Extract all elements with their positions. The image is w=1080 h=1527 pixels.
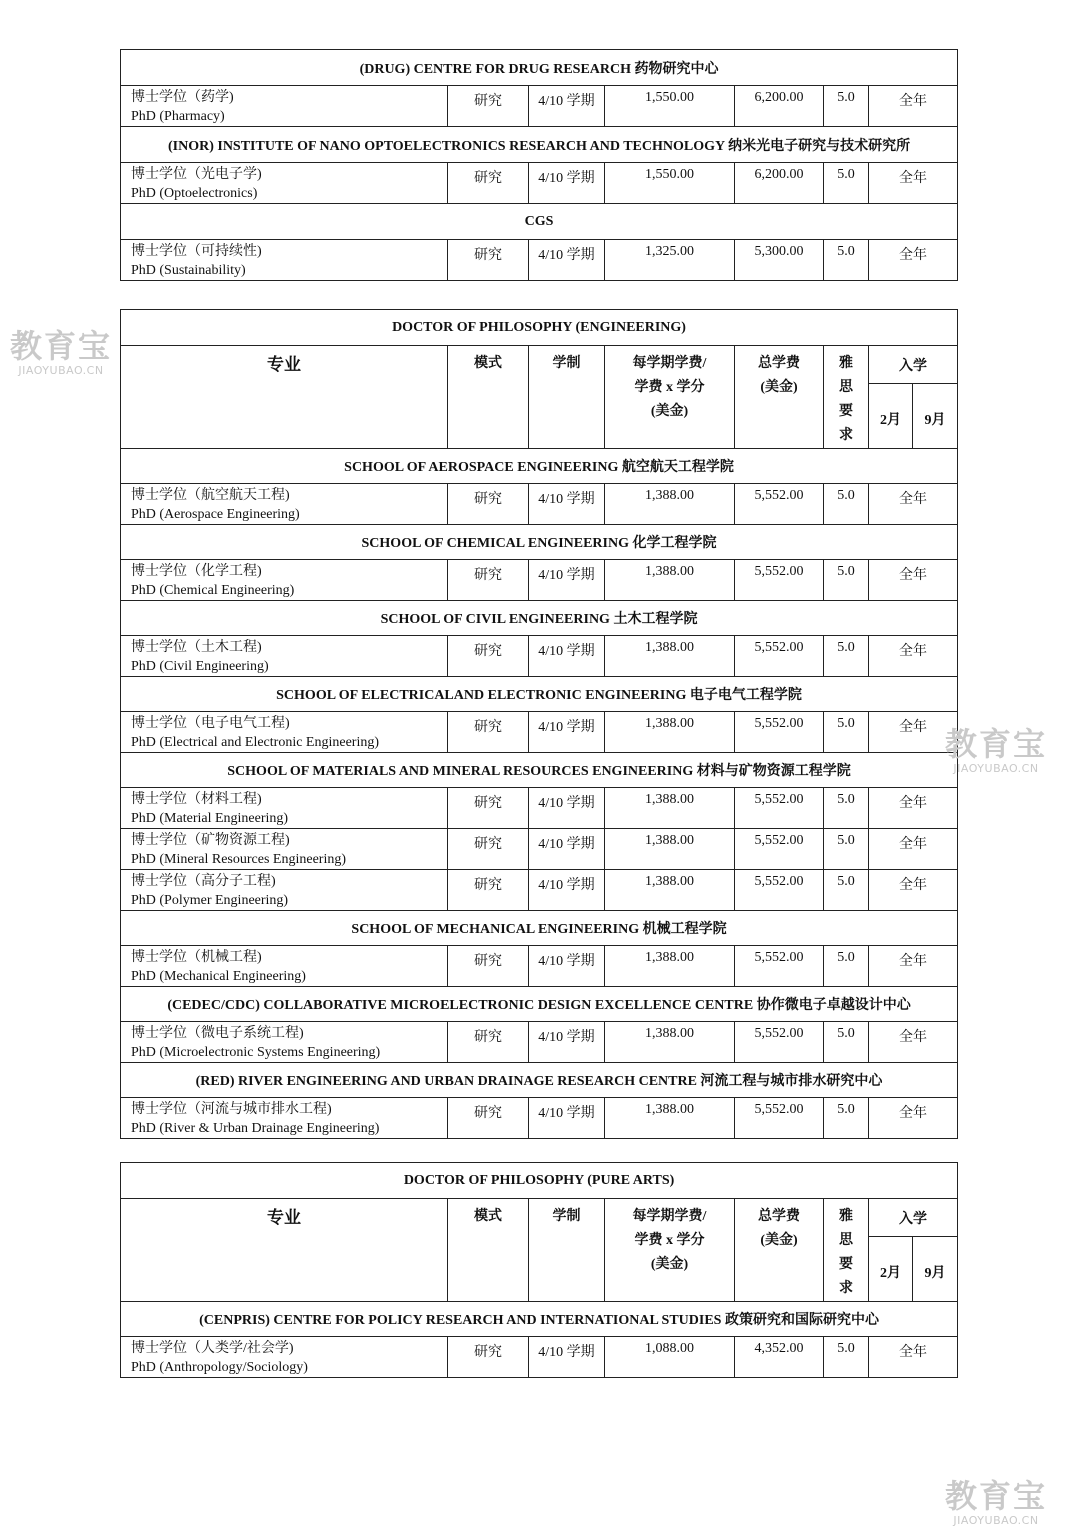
- header-feb: 2月: [869, 384, 913, 449]
- program-mode: 研究: [448, 484, 529, 525]
- program-duration: 4/10 学期: [529, 1337, 605, 1378]
- program-mode: 研究: [448, 1337, 529, 1378]
- program-name: [121, 560, 448, 601]
- program-intake: 全年: [869, 829, 958, 870]
- header-ielts-char: 要: [839, 404, 853, 419]
- section-header: [121, 204, 958, 240]
- table-title-title: DOCTOR OF PHILOSOPHY (PURE ARTS): [121, 1163, 958, 1199]
- program-name-en: PhD (Pharmacy): [131, 109, 225, 124]
- program-duration: 4/10 学期: [529, 560, 605, 601]
- program-total-fee: 5,552.00: [735, 712, 824, 753]
- section-header-title: SCHOOL OF CHEMICAL ENGINEERING 化学工程学院: [121, 525, 958, 560]
- program-total-fee: 5,552.00: [735, 870, 824, 911]
- program-intake: 全年: [869, 870, 958, 911]
- program-duration: 4/10 学期: [529, 86, 605, 127]
- program-fee-per-semester: 1,388.00: [605, 829, 735, 870]
- program-mode: 研究: [448, 636, 529, 677]
- section-header: [121, 1302, 958, 1337]
- fee-table-research-centres: [120, 49, 958, 281]
- header-per-semester-line: (美金): [650, 1257, 689, 1272]
- program-intake: 全年: [869, 240, 958, 281]
- program-mode: 研究: [448, 163, 529, 204]
- header-ielts-char: 思: [839, 1233, 853, 1248]
- program-ielts: 5.0: [824, 712, 869, 753]
- program-row: [121, 636, 958, 677]
- program-total-fee: 5,552.00: [735, 636, 824, 677]
- program-duration: 4/10 学期: [529, 788, 605, 829]
- watermark-domain: JIAOYUBAO.CN: [953, 1514, 1039, 1527]
- program-intake: 全年: [869, 1022, 958, 1063]
- program-name-cn: 博士学位（药学): [131, 90, 234, 105]
- section-header: [121, 987, 958, 1022]
- program-name: [121, 1098, 448, 1139]
- program-row: [121, 240, 958, 281]
- table-title: [121, 1163, 958, 1199]
- program-ielts: 5.0: [824, 86, 869, 127]
- program-duration: 4/10 学期: [529, 163, 605, 204]
- header-row: [121, 346, 958, 384]
- header-major: 专业: [121, 1199, 448, 1302]
- program-fee-per-semester: 1,088.00: [605, 1337, 735, 1378]
- header-duration: 学制: [529, 1199, 605, 1302]
- program-fee-per-semester: 1,325.00: [605, 240, 735, 281]
- program-total-fee: 4,352.00: [735, 1337, 824, 1378]
- program-intake: 全年: [869, 712, 958, 753]
- program-fee-per-semester: 1,550.00: [605, 86, 735, 127]
- section-header: [121, 601, 958, 636]
- program-total-fee: 5,552.00: [735, 829, 824, 870]
- program-ielts: 5.0: [824, 870, 869, 911]
- program-name-en: PhD (Anthropology/Sociology): [131, 1360, 308, 1375]
- program-intake: 全年: [869, 560, 958, 601]
- program-intake: 全年: [869, 163, 958, 204]
- fee-table-engineering: [120, 309, 958, 1139]
- program-intake: 全年: [869, 946, 958, 987]
- program-mode: 研究: [448, 1098, 529, 1139]
- section-header: [121, 449, 958, 484]
- header-mode: 模式: [448, 346, 529, 449]
- program-total-fee: 6,200.00: [735, 163, 824, 204]
- program-total-fee: 5,552.00: [735, 788, 824, 829]
- program-name-en: PhD (River & Urban Drainage Engineering): [131, 1121, 380, 1136]
- program-name-cn: 博士学位（材料工程): [131, 792, 262, 807]
- program-duration: 4/10 学期: [529, 240, 605, 281]
- section-header: [121, 753, 958, 788]
- program-row: [121, 1098, 958, 1139]
- header-per-semester: [605, 1199, 735, 1302]
- header-duration: 学制: [529, 346, 605, 449]
- header-total: [735, 1199, 824, 1302]
- program-fee-per-semester: 1,388.00: [605, 560, 735, 601]
- header-per-semester: [605, 346, 735, 449]
- header-per-semester-line: 每学期学费/: [632, 356, 707, 371]
- watermark-domain: JIAOYUBAO.CN: [18, 364, 104, 377]
- program-fee-per-semester: 1,388.00: [605, 946, 735, 987]
- program-row: [121, 560, 958, 601]
- program-name: [121, 788, 448, 829]
- program-ielts: 5.0: [824, 1337, 869, 1378]
- section-header: [121, 127, 958, 163]
- program-name-en: PhD (Optoelectronics): [131, 186, 258, 201]
- header-row: [121, 1199, 958, 1237]
- program-mode: 研究: [448, 788, 529, 829]
- header-ielts: [824, 346, 869, 449]
- program-mode: 研究: [448, 946, 529, 987]
- header-total-line: (美金): [760, 380, 798, 395]
- program-intake: 全年: [869, 788, 958, 829]
- program-name: [121, 163, 448, 204]
- program-name-cn: 博士学位（人类学/社会学): [131, 1341, 294, 1356]
- header-ielts-char: 雅: [839, 1209, 853, 1224]
- program-row: [121, 946, 958, 987]
- program-fee-per-semester: 1,388.00: [605, 484, 735, 525]
- program-ielts: 5.0: [824, 163, 869, 204]
- program-duration: 4/10 学期: [529, 946, 605, 987]
- program-duration: 4/10 学期: [529, 484, 605, 525]
- watermark-logo: [945, 1477, 1048, 1527]
- program-mode: 研究: [448, 712, 529, 753]
- section-header: [121, 525, 958, 560]
- section-header: [121, 50, 958, 86]
- program-mode: 研究: [448, 1022, 529, 1063]
- header-sep: 9月: [913, 1237, 958, 1302]
- program-duration: 4/10 学期: [529, 1022, 605, 1063]
- header-intake: 入学: [869, 1199, 958, 1237]
- program-intake: 全年: [869, 636, 958, 677]
- program-row: [121, 712, 958, 753]
- program-duration: 4/10 学期: [529, 829, 605, 870]
- program-name-en: PhD (Polymer Engineering): [131, 893, 289, 908]
- header-ielts-char: 求: [839, 428, 853, 443]
- program-name-cn: 博士学位（河流与城市排水工程): [131, 1102, 332, 1117]
- program-fee-per-semester: 1,550.00: [605, 163, 735, 204]
- program-ielts: 5.0: [824, 636, 869, 677]
- program-name-cn: 博士学位（矿物资源工程): [131, 833, 290, 848]
- header-ielts-char: 求: [839, 1281, 853, 1296]
- program-intake: 全年: [869, 1098, 958, 1139]
- header-total-line: 总学费: [758, 356, 800, 371]
- header-total-line: 总学费: [758, 1209, 800, 1224]
- header-major: 专业: [121, 346, 448, 449]
- program-mode: 研究: [448, 86, 529, 127]
- section-header-title: SCHOOL OF CIVIL ENGINEERING 土木工程学院: [121, 601, 958, 636]
- section-header-title: SCHOOL OF MECHANICAL ENGINEERING 机械工程学院: [121, 911, 958, 946]
- program-intake: 全年: [869, 484, 958, 525]
- program-row: [121, 870, 958, 911]
- program-ielts: 5.0: [824, 1098, 869, 1139]
- program-name-en: PhD (Microelectronic Systems Engineering): [131, 1045, 381, 1060]
- program-total-fee: 5,552.00: [735, 1098, 824, 1139]
- program-total-fee: 6,200.00: [735, 86, 824, 127]
- section-header-title: (RED) RIVER ENGINEERING AND URBAN DRAINAGE RESEARCH CENTRE 河流工程与城市排水研究中心: [121, 1063, 958, 1098]
- program-total-fee: 5,552.00: [735, 946, 824, 987]
- header-per-semester-line: 学费 x 学分: [634, 1233, 705, 1248]
- program-name-en: PhD (Civil Engineering): [131, 659, 269, 674]
- section-header-title: (INOR) INSTITUTE OF NANO OPTOELECTRONICS RESEARCH AND TECHNOLOGY 纳米光电子研究与技术研究所: [121, 127, 958, 163]
- table-title: [121, 310, 958, 346]
- program-duration: 4/10 学期: [529, 712, 605, 753]
- fee-table-pure-arts: [120, 1162, 958, 1378]
- program-name-cn: 博士学位（航空航天工程): [131, 488, 290, 503]
- section-header: [121, 677, 958, 712]
- header-intake: 入学: [869, 346, 958, 384]
- section-header-title: SCHOOL OF ELECTRICALAND ELECTRONIC ENGINEERING 电子电气工程学院: [121, 677, 958, 712]
- program-total-fee: 5,552.00: [735, 484, 824, 525]
- watermark-text: 教育宝: [945, 1477, 1048, 1515]
- table-title-title: DOCTOR OF PHILOSOPHY (ENGINEERING): [121, 310, 958, 346]
- program-row: [121, 484, 958, 525]
- program-name-cn: 博士学位（高分子工程): [131, 874, 276, 889]
- program-fee-per-semester: 1,388.00: [605, 870, 735, 911]
- program-ielts: 5.0: [824, 788, 869, 829]
- program-name: [121, 1337, 448, 1378]
- program-ielts: 5.0: [824, 560, 869, 601]
- program-name: [121, 829, 448, 870]
- program-fee-per-semester: 1,388.00: [605, 1022, 735, 1063]
- program-fee-per-semester: 1,388.00: [605, 636, 735, 677]
- header-feb: 2月: [869, 1237, 913, 1302]
- program-ielts: 5.0: [824, 946, 869, 987]
- section-header-title: SCHOOL OF AEROSPACE ENGINEERING 航空航天工程学院: [121, 449, 958, 484]
- program-row: [121, 788, 958, 829]
- program-duration: 4/10 学期: [529, 870, 605, 911]
- header-ielts-char: 思: [839, 380, 853, 395]
- program-ielts: 5.0: [824, 240, 869, 281]
- header-total: [735, 346, 824, 449]
- program-row: [121, 829, 958, 870]
- program-mode: 研究: [448, 829, 529, 870]
- watermark-logo: [10, 327, 113, 377]
- header-per-semester-line: 每学期学费/: [632, 1209, 707, 1224]
- program-name-en: PhD (Material Engineering): [131, 811, 289, 826]
- section-header: [121, 911, 958, 946]
- section-header-title: (CEDEC/CDC) COLLABORATIVE MICROELECTRONIC DESIGN EXCELLENCE CENTRE 协作微电子卓越设计中心: [121, 987, 958, 1022]
- header-ielts-char: 要: [839, 1257, 853, 1272]
- program-name-cn: 博士学位（光电子学): [131, 167, 262, 182]
- program-name-en: PhD (Aerospace Engineering): [131, 507, 300, 522]
- program-fee-per-semester: 1,388.00: [605, 712, 735, 753]
- program-name: [121, 946, 448, 987]
- watermark-logo: [945, 725, 1048, 775]
- section-header-title: SCHOOL OF MATERIALS AND MINERAL RESOURCES ENGINEERING 材料与矿物资源工程学院: [121, 753, 958, 788]
- program-total-fee: 5,552.00: [735, 560, 824, 601]
- program-name-cn: 博士学位（土木工程): [131, 640, 262, 655]
- program-name: [121, 1022, 448, 1063]
- program-name: [121, 712, 448, 753]
- section-header-title: CGS: [121, 204, 958, 240]
- watermark-text: 教育宝: [10, 327, 113, 365]
- section-header: [121, 1063, 958, 1098]
- program-intake: 全年: [869, 86, 958, 127]
- program-fee-per-semester: 1,388.00: [605, 788, 735, 829]
- section-header-title: (DRUG) CENTRE FOR DRUG RESEARCH 药物研究中心: [121, 50, 958, 86]
- section-header-title: (CENPRIS) CENTRE FOR POLICY RESEARCH AND INTERNATIONAL STUDIES 政策研究和国际研究中心: [121, 1302, 958, 1337]
- program-name: [121, 484, 448, 525]
- program-name-en: PhD (Chemical Engineering): [131, 583, 295, 598]
- program-mode: 研究: [448, 560, 529, 601]
- header-total-line: (美金): [760, 1233, 798, 1248]
- program-ielts: 5.0: [824, 829, 869, 870]
- program-ielts: 5.0: [824, 1022, 869, 1063]
- program-name-cn: 博士学位（可持续性): [131, 244, 262, 259]
- header-per-semester-line: 学费 x 学分: [634, 380, 705, 395]
- program-name: [121, 240, 448, 281]
- program-row: [121, 86, 958, 127]
- program-name: [121, 870, 448, 911]
- program-name-en: PhD (Electrical and Electronic Engineering): [131, 735, 380, 750]
- watermark-text: 教育宝: [945, 725, 1048, 763]
- header-ielts-char: 雅: [839, 356, 853, 371]
- header-per-semester-line: (美金): [650, 404, 689, 419]
- header-ielts: [824, 1199, 869, 1302]
- program-name-cn: 博士学位（电子电气工程): [131, 716, 290, 731]
- program-ielts: 5.0: [824, 484, 869, 525]
- program-row: [121, 1337, 958, 1378]
- program-total-fee: 5,552.00: [735, 1022, 824, 1063]
- program-row: [121, 1022, 958, 1063]
- header-mode: 模式: [448, 1199, 529, 1302]
- program-duration: 4/10 学期: [529, 636, 605, 677]
- header-sep: 9月: [913, 384, 958, 449]
- program-mode: 研究: [448, 240, 529, 281]
- program-total-fee: 5,300.00: [735, 240, 824, 281]
- program-name-cn: 博士学位（微电子系统工程): [131, 1026, 304, 1041]
- program-name-en: PhD (Sustainability): [131, 263, 246, 278]
- program-name-en: PhD (Mineral Resources Engineering): [131, 852, 346, 867]
- program-name-en: PhD (Mechanical Engineering): [131, 969, 306, 984]
- program-fee-per-semester: 1,388.00: [605, 1098, 735, 1139]
- program-name-cn: 博士学位（机械工程): [131, 950, 262, 965]
- program-name-cn: 博士学位（化学工程): [131, 564, 262, 579]
- program-name: [121, 636, 448, 677]
- program-row: [121, 163, 958, 204]
- program-mode: 研究: [448, 870, 529, 911]
- program-duration: 4/10 学期: [529, 1098, 605, 1139]
- program-name: [121, 86, 448, 127]
- watermark-domain: JIAOYUBAO.CN: [953, 762, 1039, 775]
- program-intake: 全年: [869, 1337, 958, 1378]
